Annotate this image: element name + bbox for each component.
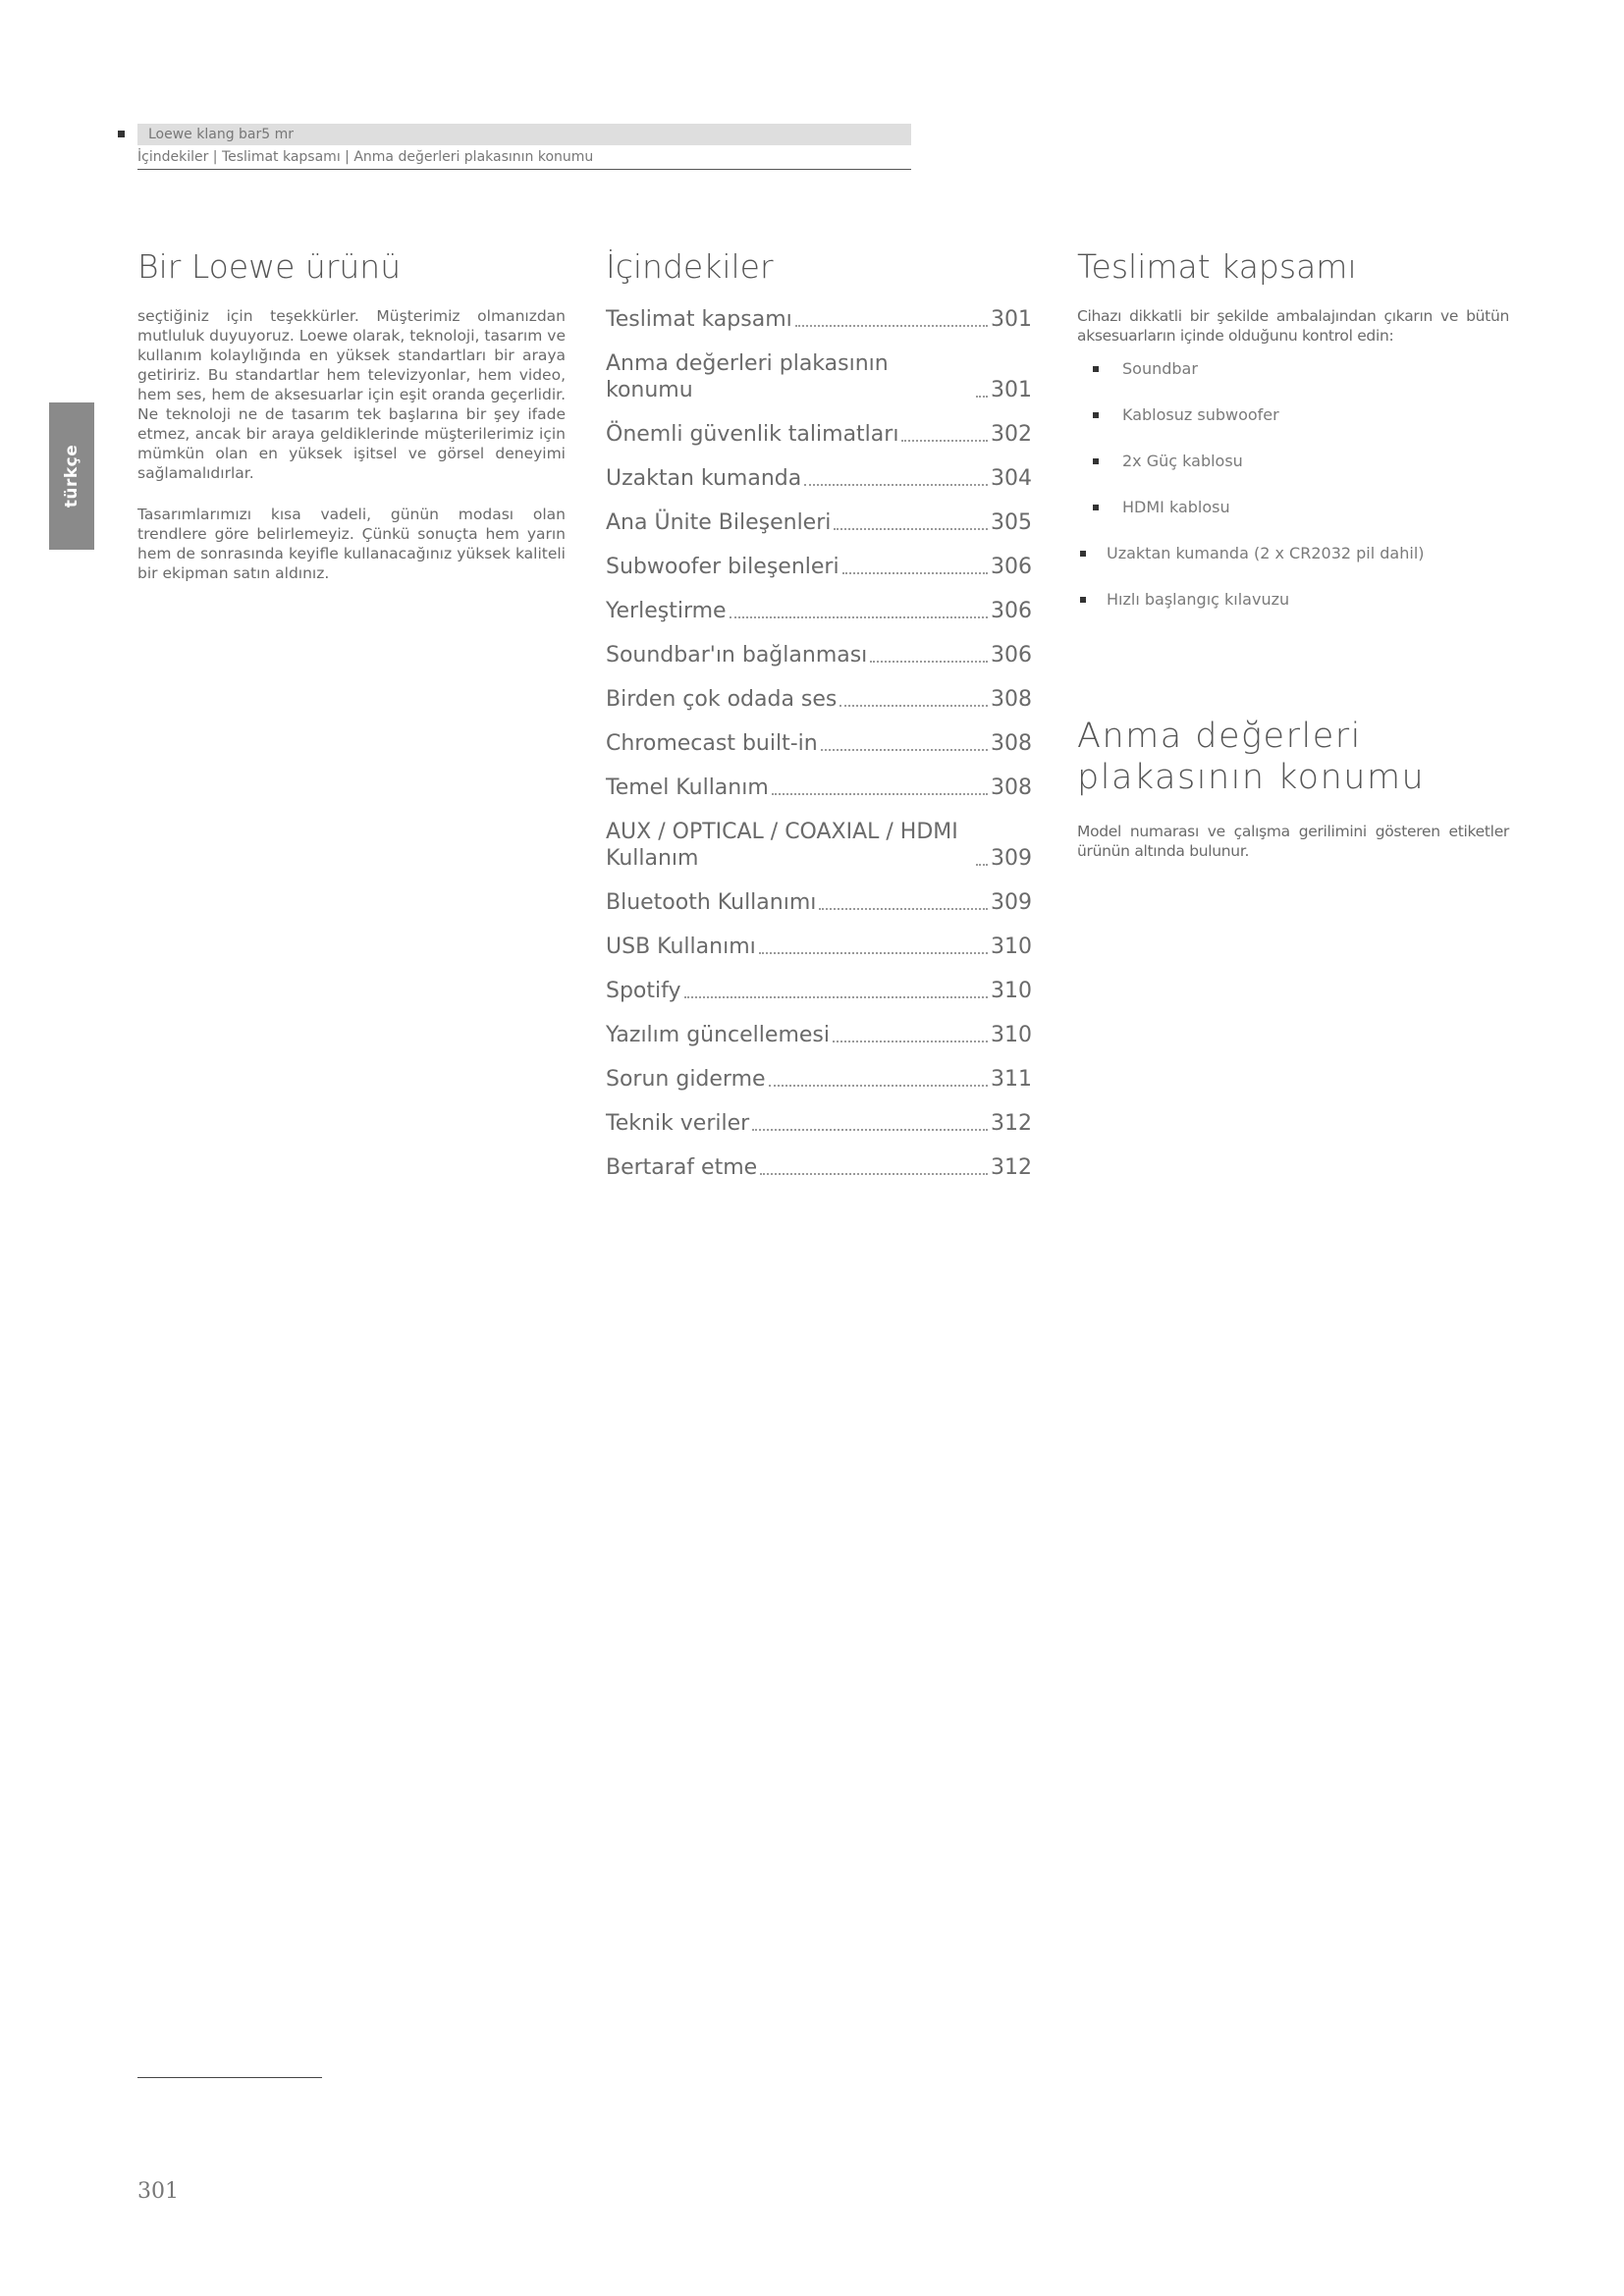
toc-entry[interactable] [606, 598, 1032, 624]
toc-leader-dots [769, 1085, 988, 1087]
toc-entry-title: Yazılım güncellemesi [606, 1023, 830, 1047]
toc-entry-page: 312 [991, 1155, 1032, 1180]
toc-leader-dots [821, 749, 988, 751]
toc-entry-page: 308 [991, 687, 1032, 712]
toc-entry-page: 308 [991, 731, 1032, 756]
toc-entry-title: Anma değerleri plakasının konumu [606, 351, 889, 402]
header-divider [137, 169, 911, 170]
toc-entry-page: 301 [991, 378, 1032, 402]
toc-entry[interactable] [606, 509, 1032, 536]
toc-entry[interactable] [606, 1022, 1032, 1048]
toc-entry-title: Önemli güvenlik talimatları [606, 422, 899, 447]
language-tab [49, 402, 94, 550]
toc-entry-page: 309 [991, 846, 1032, 871]
toc-entry[interactable] [606, 350, 1032, 403]
header-bullet [118, 131, 125, 137]
toc-entry-title: Yerleştirme [606, 599, 727, 623]
toc-entry[interactable] [606, 730, 1032, 757]
toc-entry-title: Teknik veriler [606, 1111, 750, 1136]
toc-leader-dots [795, 325, 988, 327]
delivery-item: Hızlı başlangıç kılavuzu [1077, 590, 1509, 610]
breadcrumb: İçindekiler | Teslimat kapsamı | Anma değerleri plakasının konumu [137, 149, 594, 165]
delivery-item: 2x Güç kablosu [1077, 452, 1509, 471]
toc-entry[interactable] [606, 819, 1032, 872]
toc-entry-title: Teslimat kapsamı [606, 307, 792, 332]
toc-entry[interactable] [606, 686, 1032, 713]
toc-entry-title: Bluetooth Kullanımı [606, 890, 817, 915]
toc-entry-title: Chromecast built-in [606, 731, 818, 756]
toc-entry[interactable] [606, 421, 1032, 448]
rating-plate-text: Model numarası ve çalışma gerilimini gösteren etiketler ürünün altında bulunur. [1077, 823, 1509, 860]
toc-entry[interactable] [606, 306, 1032, 333]
language-tab-label: türkçe [62, 444, 81, 508]
toc-leader-dots [833, 1041, 988, 1042]
toc-entry-page: 306 [991, 599, 1032, 623]
toc-heading: İçindekiler [606, 247, 774, 286]
intro-paragraph: Tasarımlarımızı kısa vadeli, günün modası olan trendlere göre belirlemeyiz. Çünkü sonuçta hem yarın hem de sonrasında keyifle kullanacağınız yüksek kaliteli bir ekipman satın aldınız. [137, 506, 566, 582]
toc-entry-page: 312 [991, 1111, 1032, 1136]
toc-column [606, 245, 1032, 1199]
toc-entry[interactable] [606, 1066, 1032, 1093]
toc-leader-dots [870, 661, 988, 663]
toc-leader-dots [842, 572, 988, 574]
toc-entry-page: 302 [991, 422, 1032, 447]
footnote-rule [137, 2077, 322, 2078]
toc-leader-dots [684, 996, 988, 998]
toc-entry[interactable] [606, 465, 1032, 492]
toc-entry-page: 308 [991, 775, 1032, 800]
toc-leader-dots [759, 952, 988, 954]
intro-column [137, 245, 566, 605]
toc-entry-title: Soundbar'ın bağlanması [606, 643, 868, 667]
toc-entry-page: 310 [991, 1023, 1032, 1047]
delivery-items [1077, 359, 1509, 610]
toc-entry-page: 305 [991, 510, 1032, 535]
toc-entry-page: 306 [991, 643, 1032, 667]
toc-entry-page: 306 [991, 555, 1032, 579]
toc-entry[interactable] [606, 934, 1032, 960]
toc-entry-title: Temel Kullanım [606, 775, 769, 800]
intro-heading: Bir Loewe ürünü [137, 247, 402, 286]
toc-leader-dots [760, 1173, 988, 1175]
toc-entry[interactable] [606, 1154, 1032, 1181]
delivery-item: Uzaktan kumanda (2 x CR2032 pil dahil) [1077, 544, 1509, 563]
toc-entry-page: 301 [991, 307, 1032, 332]
toc-leader-dots [819, 908, 988, 910]
toc-entry-page: 309 [991, 890, 1032, 915]
toc-entry-title: Spotify [606, 979, 681, 1003]
toc-entry-page: 311 [991, 1067, 1032, 1092]
toc-leader-dots [976, 396, 988, 398]
toc-entry-title: USB Kullanımı [606, 934, 756, 959]
toc-entry-title: Ana Ünite Bileşenleri [606, 510, 832, 535]
toc-entry[interactable] [606, 642, 1032, 668]
toc-entry-page: 310 [991, 934, 1032, 959]
toc-leader-dots [804, 484, 988, 486]
toc-leader-dots [901, 440, 988, 442]
toc-leader-dots [839, 705, 988, 707]
toc-entry[interactable] [606, 554, 1032, 580]
toc-entry[interactable] [606, 1110, 1032, 1137]
intro-paragraph: seçtiğiniz için teşekkürler. Müşterimiz olmanızdan mutluluk duyuyoruz. Loewe olarak, teknoloji, tasarım ve kullanım kolaylığında en yüksek standartları bir araya getiririz. Bu standartlar hem televizyonlar, hem video, hem ses, hem de aksesuarlar için eşit oranda geçerlidir. Ne teknoloji ne de tasarım tek başlarına bir şey ifade etmez, ancak bir araya geldiklerinde müşterilerimiz için mümkün olan en yüksek işitsel ve görsel deneyimi sağlamalıdırlar. [137, 307, 566, 482]
toc-entry[interactable] [606, 889, 1032, 916]
delivery-text: Cihazı dikkatli bir şekilde ambalajından çıkarın ve bütün aksesuarların içinde olduğunu kontrol edin: [1077, 307, 1509, 345]
toc-leader-dots [976, 864, 988, 866]
toc-leader-dots [834, 528, 988, 530]
toc-entry-title: AUX / OPTICAL / COAXIAL / HDMI Kullanım [606, 820, 958, 871]
toc-leader-dots [772, 793, 988, 795]
delivery-item: Kablosuz subwoofer [1077, 405, 1509, 425]
delivery-item: Soundbar [1077, 359, 1509, 379]
toc-entry[interactable] [606, 774, 1032, 801]
header-title: Loewe klang bar5 mr [148, 127, 295, 142]
toc-entry-page: 310 [991, 979, 1032, 1003]
toc-entry-page: 304 [991, 466, 1032, 491]
toc-entry[interactable] [606, 978, 1032, 1004]
toc-entry-title: Subwoofer bileşenleri [606, 555, 839, 579]
page-number: 301 [137, 2179, 179, 2204]
toc-entry-title: Bertaraf etme [606, 1155, 758, 1180]
toc-entry-title: Sorun giderme [606, 1067, 766, 1092]
delivery-column [1077, 245, 1509, 875]
toc-leader-dots [730, 616, 988, 618]
delivery-heading: Teslimat kapsamı [1077, 247, 1357, 286]
toc-leader-dots [752, 1129, 988, 1131]
toc-entry-title: Uzaktan kumanda [606, 466, 802, 491]
rating-plate-heading: Anma değerleri plakasının konumu [1077, 717, 1426, 797]
delivery-item: HDMI kablosu [1077, 498, 1509, 517]
toc-entry-title: Birden çok odada ses [606, 687, 838, 712]
toc-list [606, 306, 1032, 1181]
